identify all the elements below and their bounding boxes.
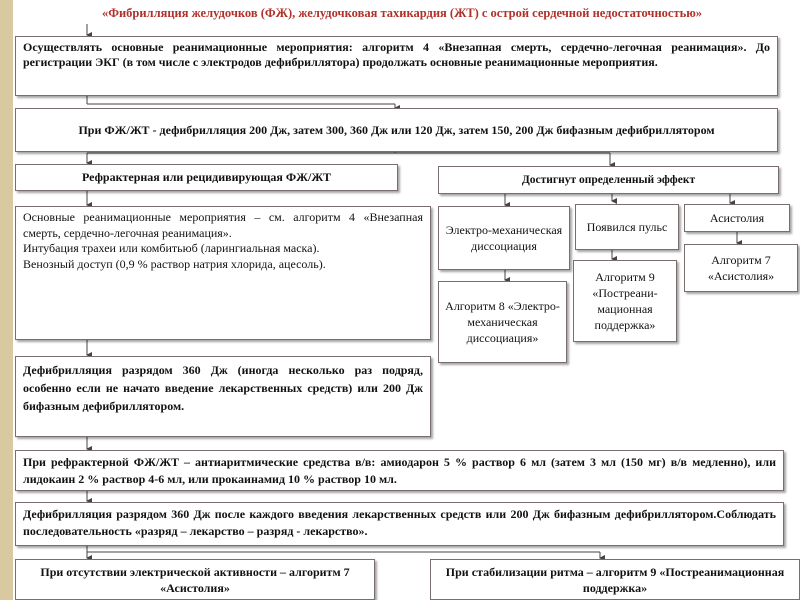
box-effect-achieved (438, 166, 779, 194)
box-basic-resuscitation (15, 36, 778, 96)
box-defibrillation-first (15, 108, 778, 152)
box-emd (438, 206, 570, 270)
box-stabilization-text: При стабилизации ритма – алгоритм 9 «Постреанимационная поддержка» (445, 564, 785, 595)
box-refractory (15, 164, 398, 191)
box-pulse-text: Появился пульс (586, 220, 668, 234)
box-refractory-text: Рефрактерная или рецидивирующая ФЖ/ЖТ (81, 170, 332, 184)
box-antiarrhythmic-text: При рефрактерной ФЖ/ЖТ – антиаритмические средства в/в: амиодарон 5 % раствор 6 мл (затем 3 мл (150 мг) в/в медленно), или лидокаин 2 % раствор 4-6 мл, или прокаинамид 10 % раствор 10 мл. (23, 455, 776, 486)
box-defib-360 (15, 356, 431, 437)
box-alg9 (573, 260, 677, 342)
venous-access-text: Венозный доступ (0,9 % раствор натрия хлорида, ацесоль). (23, 256, 326, 271)
box-alg9-text: Алгоритм 9 «Постреани-мационная поддержка» (592, 270, 658, 332)
box-alg7-text: Алгоритм 7 «Асистолия» (707, 253, 775, 283)
basic-measures-text: Основные реанимационные мероприятия – см. алгоритм 4 «Внезапная смерть, сердечно-легочная реанимация». (23, 210, 423, 240)
box-antiarrhythmic (15, 450, 784, 491)
box-defib-after-drugs-text: Дефибрилляция разрядом 360 Дж после каждого введения лекарственных средств или 200 Дж бифазным дефибриллятором.Соблюдать последовательность «разряд – лекарство – разряд - лекарство». (23, 507, 776, 538)
box-stabilization (430, 559, 800, 600)
box-basic-resuscitation-text: Осуществлять основные реанимационные мероприятия: алгоритм 4 «Внезапная смерть, сердечно-легочная реанимация». До регистрации ЭКГ (в том числе с электродов дефибриллятора) продолжать основные реанимационные мероприятия. (23, 40, 770, 69)
box-asystole-text: Асистолия (709, 210, 765, 225)
box-asystole (684, 204, 790, 232)
box-no-activity-text: При отсутствии электрической активности – алгоритм 7 «Асистолия» (40, 564, 350, 595)
diagram-title: «Фибрилляция желудочков (ФЖ), желудочковая тахикардия (ЖТ) с острой сердечной недостаточностью» (101, 6, 703, 20)
box-pulse (575, 204, 679, 250)
intubation-text: Интубация трахеи или комбитьюб (ларингиальная маска). (23, 241, 320, 255)
box-emd-text: Электро-механическая диссоциация (445, 223, 563, 253)
box-no-activity (15, 559, 375, 600)
box-alg7 (684, 244, 798, 292)
box-effect-achieved-text: Достигнут определенный эффект (521, 173, 696, 186)
box-basic-measures (15, 206, 431, 340)
box-defibrillation-first-text: При ФЖ/ЖТ - дефибрилляция 200 Дж, затем 300, 360 Дж или 120 Дж, затем 150, 200 Дж бифазным дефибриллятором (78, 122, 715, 137)
box-alg8-text: Алгоритм 8 «Электро-механическая диссоциация» (445, 299, 560, 345)
box-alg8 (438, 281, 567, 363)
box-defib-after-drugs (15, 502, 784, 546)
box-defib-360-text: Дефибрилляция разрядом 360 Дж (иногда несколько раз подряд, особенно если не начато введение лекарственных средств) или 200 Дж бифазным дефибриллятором. (23, 363, 423, 413)
